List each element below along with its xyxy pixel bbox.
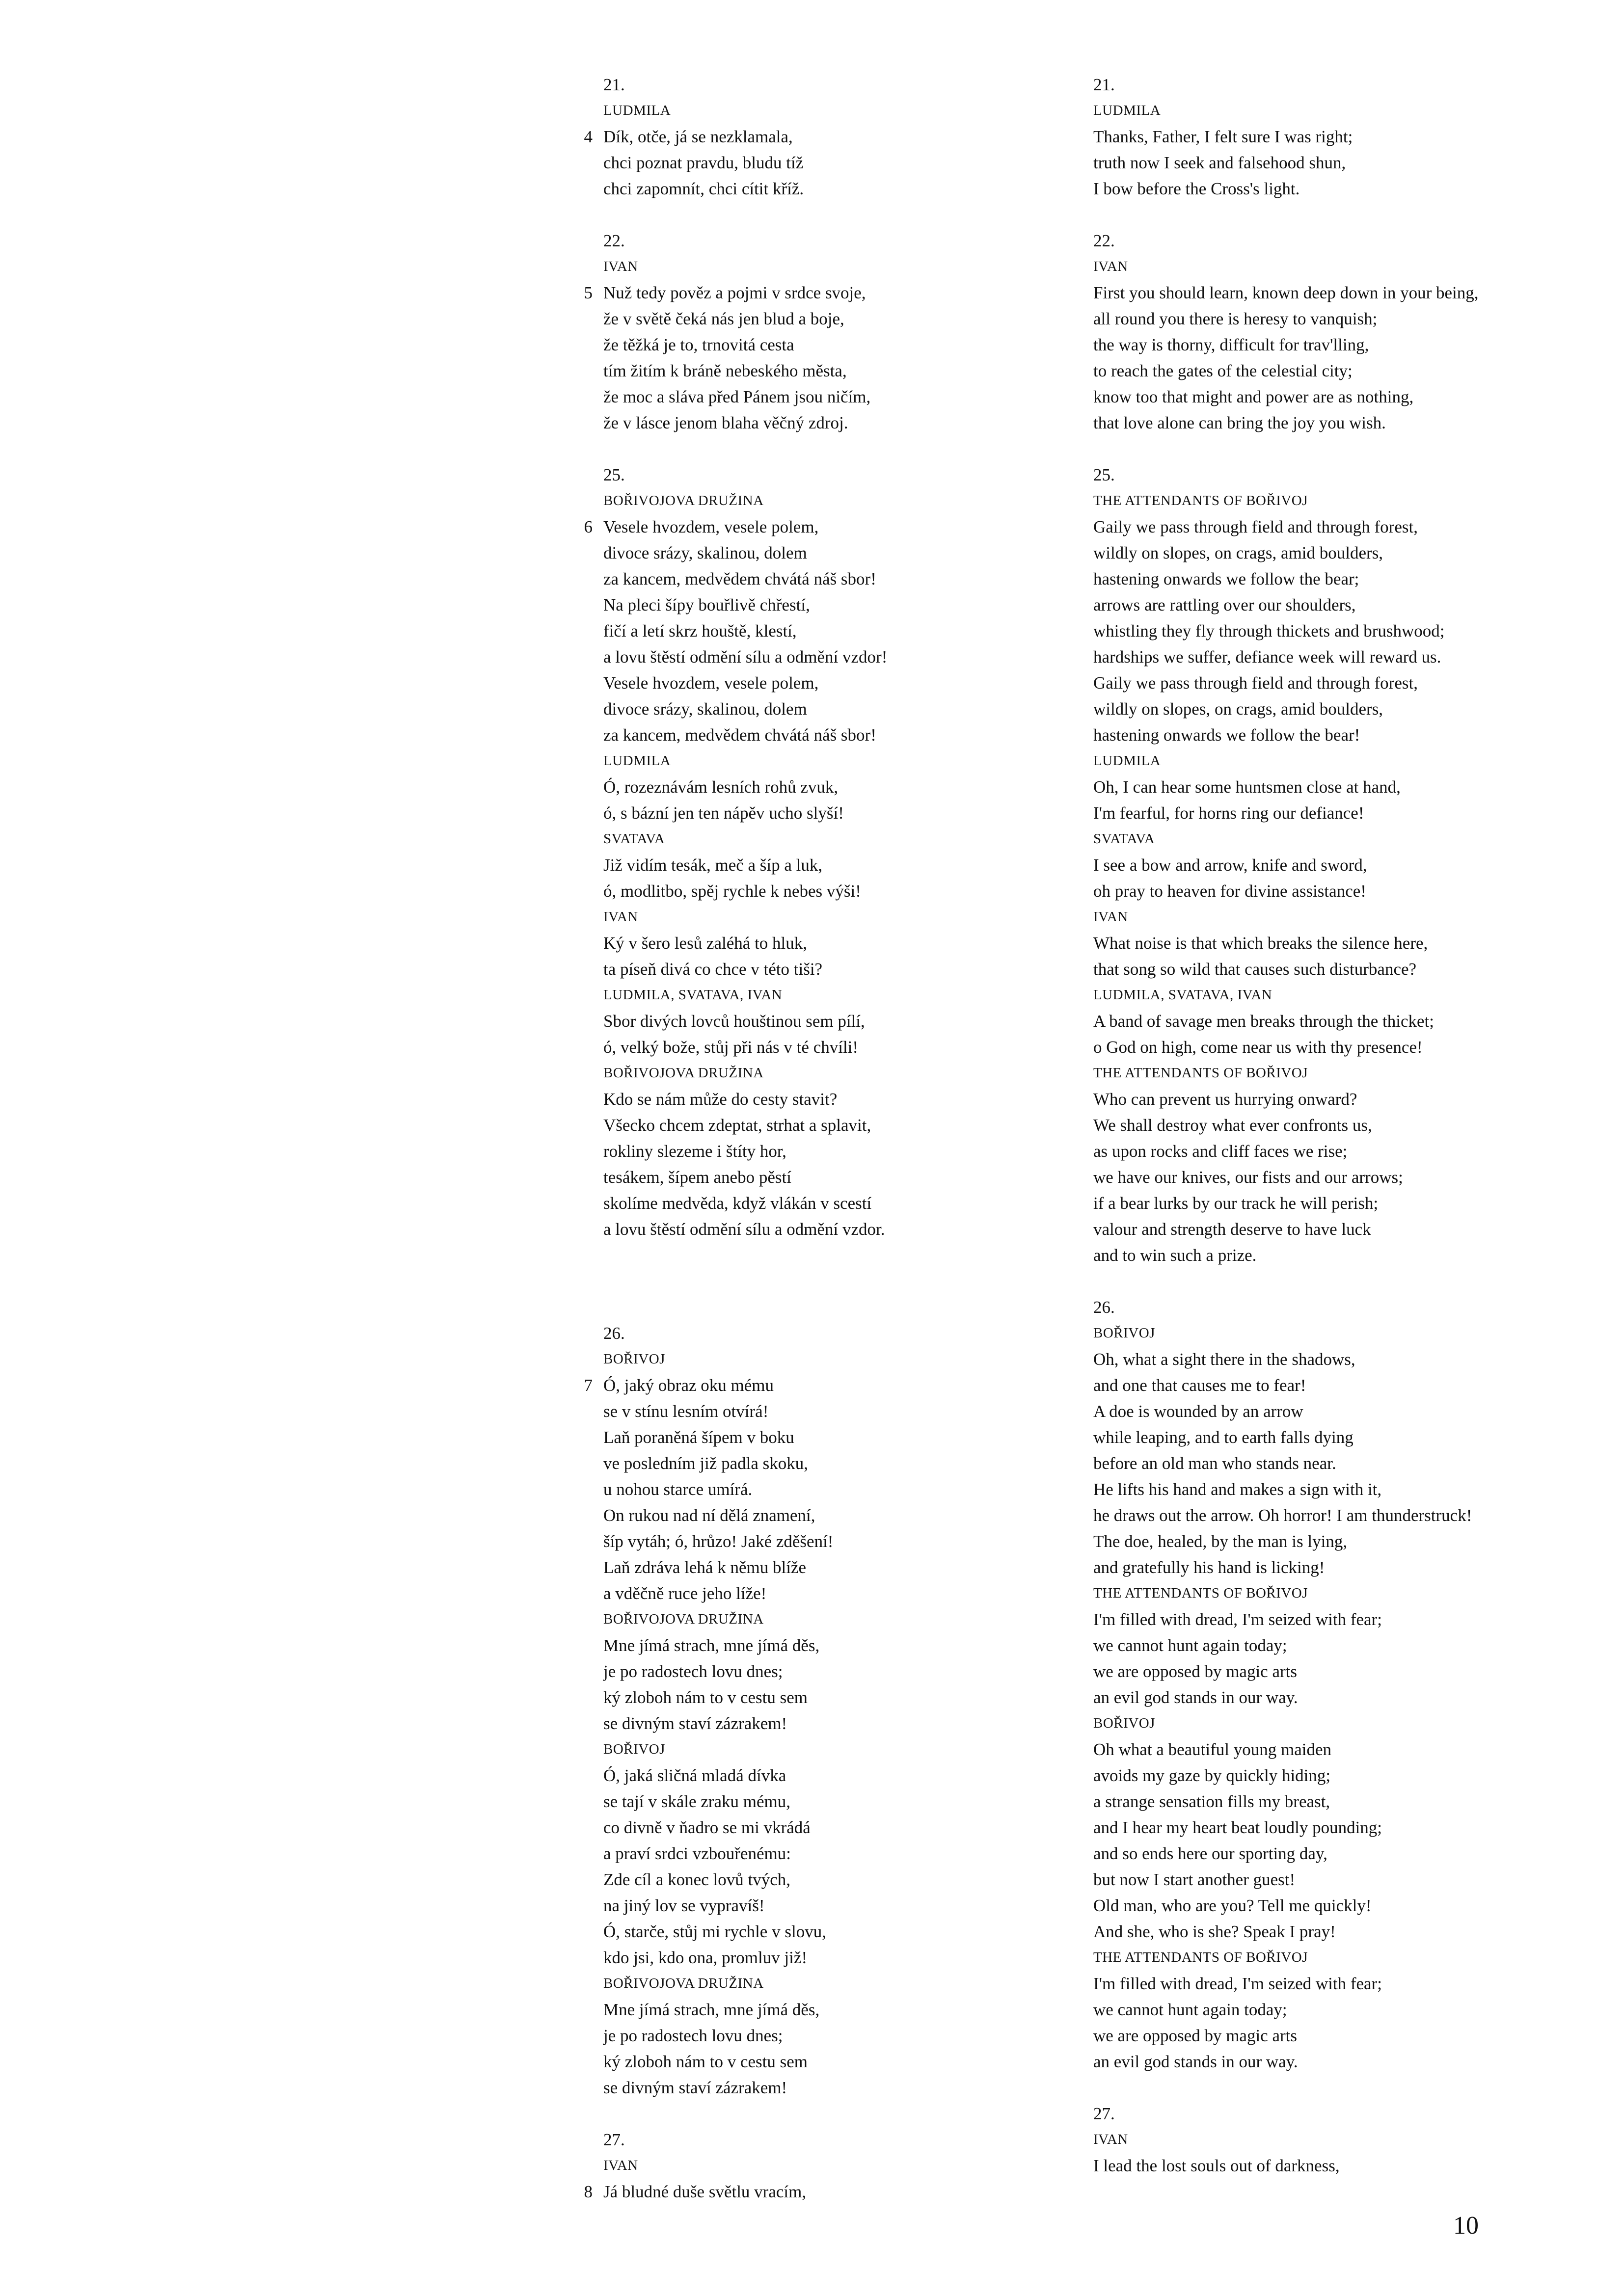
- speaker-name: BOŘIVOJOVA DRUŽINA: [603, 493, 764, 508]
- verse-line: a vděčně ruce jeho líže!: [603, 1584, 767, 1603]
- verse-line: A doe is wounded by an arrow: [1093, 1402, 1303, 1421]
- verse-line: Dík, otče, já se nezklamala,: [603, 127, 793, 146]
- verse-line: What noise is that which breaks the silence here,: [1093, 934, 1428, 953]
- verse-line: za kancem, medvědem chvátá náš sbor!: [603, 725, 876, 745]
- verse-line: že v lásce jenom blaha věčný zdroj.: [603, 413, 848, 432]
- verse-line: tím žitím k bráně nebeského města,: [603, 361, 847, 380]
- verse-line: A band of savage men breaks through the thicket;: [1093, 1012, 1434, 1031]
- czech-column: [584, 72, 1026, 2205]
- speaker-name: IVAN: [1093, 909, 1128, 925]
- verse-line: a strange sensation fills my breast,: [1093, 1792, 1330, 1811]
- verse-line: ta píseň divá co chce v této tiši?: [603, 960, 823, 979]
- speaker-name: IVAN: [603, 259, 638, 274]
- verse-line: skolíme medvěda, když vlákán v scestí: [603, 1194, 872, 1213]
- verse-line: and one that causes me to fear!: [1093, 1376, 1306, 1395]
- verse-line: Ó, rozeznávám lesních rohů zvuk,: [603, 777, 839, 797]
- verse-line: we are opposed by magic arts: [1093, 2026, 1297, 2045]
- verse-line: an evil god stands in our way.: [1093, 2052, 1298, 2071]
- section-number: 21.: [1093, 75, 1115, 94]
- verse-line: kdo jsi, kdo ona, promluv již!: [603, 1948, 808, 1967]
- verse-line: Nuž tedy pověz a pojmi v srdce svoje,: [603, 283, 866, 302]
- verse-line: an evil god stands in our way.: [1093, 1688, 1298, 1707]
- verse-line: ó, velký bože, stůj při nás v té chvíli!: [603, 1038, 859, 1057]
- speaker-name: IVAN: [603, 909, 638, 925]
- verse-line: hastening onwards we follow the bear;: [1093, 569, 1359, 588]
- section-number: 27.: [603, 2130, 625, 2149]
- verse-line: Laň zdráva lehá k němu blíže: [603, 1558, 806, 1577]
- section-czech: [584, 462, 1026, 1268]
- verse-line: Mne jímá strach, mne jímá děs,: [603, 2000, 820, 2019]
- verse-line: The doe, healed, by the man is lying,: [1093, 1532, 1348, 1551]
- verse-line: to reach the gates of the celestial city;: [1093, 361, 1353, 380]
- verse-line: divoce srázy, skalinou, dolem: [603, 699, 807, 719]
- verse-line: ký zloboh nám to v cestu sem: [603, 1688, 808, 1707]
- verse-line: divoce srázy, skalinou, dolem: [603, 543, 807, 562]
- verse-line: se v stínu lesním otvírá!: [603, 1402, 769, 1421]
- verse-line: [603, 1242, 1026, 1268]
- verse-line: Vesele hvozdem, vesele polem,: [603, 517, 819, 536]
- verse-line: se tají v skále zraku mému,: [603, 1792, 790, 1811]
- verse-line: wildly on slopes, on crags, amid boulders,: [1093, 699, 1383, 719]
- speaker-name: THE ATTENDANTS OF BOŘIVOJ: [1093, 1065, 1308, 1081]
- verse-line: hastening onwards we follow the bear!: [1093, 725, 1360, 745]
- page-number: 10: [1453, 2212, 1479, 2240]
- verse-line: a praví srdci vzbouřenému:: [603, 1844, 791, 1863]
- verse-line: we are opposed by magic arts: [1093, 1662, 1297, 1681]
- verse-line: I'm filled with dread, I'm seized with fear;: [1093, 1610, 1382, 1629]
- verse-line: Ó, jaký obraz oku mému: [603, 1376, 774, 1395]
- speaker-name: LUDMILA: [1093, 103, 1161, 118]
- verse-line: za kancem, medvědem chvátá náš sbor!: [603, 569, 876, 588]
- speaker-name: BOŘIVOJOVA DRUŽINA: [603, 1065, 764, 1081]
- speaker-name: THE ATTENDANTS OF BOŘIVOJ: [1093, 1949, 1308, 1965]
- verse-line: On rukou nad ní dělá znamení,: [603, 1506, 815, 1525]
- verse-line: all round you there is heresy to vanquish;: [1093, 309, 1378, 328]
- verse-line: I'm filled with dread, I'm seized with fear;: [1093, 1974, 1382, 1993]
- verse-line: co divně v ňadro se mi vkrádá: [603, 1818, 811, 1837]
- speaker-name: LUDMILA, SVATAVA, IVAN: [1093, 987, 1272, 1003]
- section-czech: [584, 228, 1026, 436]
- verse-line: I see a bow and arrow, knife and sword,: [1093, 855, 1367, 875]
- speaker-name: THE ATTENDANTS OF BOŘIVOJ: [1093, 493, 1308, 508]
- verse-line: Ký v šero lesů zaléhá to hluk,: [603, 934, 808, 953]
- verse-line: we cannot hunt again today;: [1093, 2000, 1287, 2019]
- verse-line: že v světě čeká nás jen blud a boje,: [603, 309, 844, 328]
- verse-line: We shall destroy what ever confronts us,: [1093, 1116, 1372, 1135]
- verse-line: u nohou starce umírá.: [603, 1480, 753, 1499]
- verse-line: je po radostech lovu dnes;: [603, 2026, 783, 2045]
- verse-line: tesákem, šípem anebo pěstí: [603, 1168, 791, 1187]
- verse-line: chci zapomnít, chci cítit kříž.: [603, 179, 804, 198]
- section-number: 22.: [603, 231, 625, 250]
- verse-line: we have our knives, our fists and our arrows;: [1093, 1168, 1403, 1187]
- speaker-name: IVAN: [603, 2158, 638, 2173]
- verse-line: truth now I seek and falsehood shun,: [1093, 153, 1346, 172]
- speaker-name: LUDMILA: [603, 753, 671, 769]
- track-number: 6: [584, 517, 593, 536]
- verse-line: hardships we suffer, defiance week will reward us.: [1093, 647, 1441, 667]
- verse-line: and so ends here our sporting day,: [1093, 1844, 1327, 1863]
- verse-line: but now I start another guest!: [1093, 1870, 1296, 1889]
- verse-line: oh pray to heaven for divine assistance!: [1093, 881, 1366, 901]
- verse-line: and to win such a prize.: [1093, 1246, 1257, 1265]
- verse-line: a lovu štěstí odmění sílu a odmění vzdor.: [603, 1220, 885, 1239]
- speaker-name: LUDMILA: [603, 103, 671, 118]
- verse-line: know too that might and power are as nothing,: [1093, 387, 1414, 406]
- verse-line: ó, modlitbo, spěj rychle k nebes výši!: [603, 881, 861, 901]
- verse-line: Kdo se nám může do cesty stavit?: [603, 1090, 838, 1109]
- verse-line: avoids my gaze by quickly hiding;: [1093, 1766, 1331, 1785]
- speaker-name: BOŘIVOJOVA DRUŽINA: [603, 1976, 764, 1991]
- section-czech: [584, 72, 1026, 202]
- verse-line: Laň poraněná šípem v boku: [603, 1428, 794, 1447]
- verse-line: I'm fearful, for horns ring our defiance!: [1093, 803, 1364, 823]
- verse-line: Všecko chcem zdeptat, strhat a splavit,: [603, 1116, 871, 1135]
- section-number: 21.: [603, 75, 625, 94]
- verse-line: the way is thorny, difficult for trav'lling,: [1093, 335, 1369, 354]
- verse-line: chci poznat pravdu, bludu tíž: [603, 153, 804, 172]
- section-number: 22.: [1093, 231, 1115, 250]
- verse-line: Oh what a beautiful young maiden: [1093, 1740, 1332, 1759]
- verse-line: Ó, jaká sličná mladá dívka: [603, 1766, 786, 1785]
- track-number: 4: [584, 127, 593, 146]
- section-english: [1093, 228, 1614, 436]
- verse-line: I bow before the Cross's light.: [1093, 179, 1300, 198]
- verse-line: he draws out the arrow. Oh horror! I am thunderstruck!: [1093, 1506, 1472, 1525]
- verse-line: valour and strength deserve to have luck: [1093, 1220, 1371, 1239]
- verse-line: o God on high, come near us with thy presence!: [1093, 1038, 1423, 1057]
- verse-line: Já bludné duše světlu vracím,: [603, 2182, 807, 2201]
- verse-line: Oh, what a sight there in the shadows,: [1093, 1350, 1355, 1369]
- verse-line: Ó, starče, stůj mi rychle v slovu,: [603, 1922, 826, 1941]
- speaker-name: BOŘIVOJ: [603, 1351, 665, 1367]
- verse-line: Již vidím tesák, meč a šíp a luk,: [603, 855, 823, 875]
- section-number: 27.: [1093, 2104, 1115, 2123]
- verse-line: that love alone can bring the joy you wish.: [1093, 413, 1386, 432]
- verse-line: First you should learn, known deep down in your being,: [1093, 283, 1479, 302]
- verse-line: se divným staví zázrakem!: [603, 2078, 787, 2097]
- verse-line: Gaily we pass through field and through forest,: [1093, 673, 1418, 693]
- speaker-name: IVAN: [1093, 259, 1128, 274]
- verse-line: arrows are rattling over our shoulders,: [1093, 595, 1356, 614]
- speaker-name: SVATAVA: [603, 831, 665, 847]
- verse-line: And she, who is she? Speak I pray!: [1093, 1922, 1336, 1941]
- speaker-name: BOŘIVOJ: [1093, 1715, 1155, 1731]
- speaker-name: LUDMILA: [1093, 753, 1161, 769]
- verse-line: Who can prevent us hurrying onward?: [1093, 1090, 1357, 1109]
- section-number: 25.: [603, 465, 625, 484]
- section-czech: [584, 2127, 1026, 2205]
- section-english: [1093, 1294, 1614, 2075]
- verse-line: Gaily we pass through field and through forest,: [1093, 517, 1418, 536]
- section-english: [1093, 462, 1614, 1268]
- section-czech: [584, 1320, 1026, 2101]
- speaker-name: BOŘIVOJOVA DRUŽINA: [603, 1611, 764, 1627]
- verse-line: Oh, I can hear some huntsmen close at hand,: [1093, 777, 1401, 797]
- verse-line: na jiný lov se vypravíš!: [603, 1896, 765, 1915]
- speaker-name: BOŘIVOJ: [603, 1741, 665, 1757]
- section-number: 25.: [1093, 465, 1115, 484]
- verse-line: Na pleci šípy bouřlivě chřestí,: [603, 595, 810, 614]
- verse-line: ve posledním již padla skoku,: [603, 1454, 809, 1473]
- verse-line: ó, s bázní jen ten nápěv ucho slyší!: [603, 803, 844, 823]
- verse-line: whistling they fly through thickets and brushwood;: [1093, 621, 1445, 641]
- verse-line: while leaping, and to earth falls dying: [1093, 1428, 1353, 1447]
- section-english: [1093, 72, 1614, 202]
- track-number: 7: [584, 1376, 593, 1395]
- verse-line: že moc a sláva před Pánem jsou ničím,: [603, 387, 871, 406]
- verse-line: se divným staví zázrakem!: [603, 1714, 787, 1733]
- verse-line: že těžká je to, trnovitá cesta: [603, 335, 794, 354]
- track-number: 8: [584, 2182, 593, 2201]
- verse-line: and I hear my heart beat loudly pounding;: [1093, 1818, 1382, 1837]
- speaker-name: THE ATTENDANTS OF BOŘIVOJ: [1093, 1585, 1308, 1601]
- verse-line: that song so wild that causes such disturbance?: [1093, 960, 1417, 979]
- verse-line: Old man, who are you? Tell me quickly!: [1093, 1896, 1372, 1915]
- track-number: 5: [584, 283, 593, 302]
- section-english: [1093, 2101, 1614, 2179]
- speaker-name: SVATAVA: [1093, 831, 1155, 847]
- verse-line: Mne jímá strach, mne jímá děs,: [603, 1636, 820, 1655]
- section-number: 26.: [603, 1324, 625, 1343]
- verse-line: rokliny slezeme i štíty hor,: [603, 1142, 786, 1161]
- verse-line: je po radostech lovu dnes;: [603, 1662, 783, 1681]
- verse-line: He lifts his hand and makes a sign with it,: [1093, 1480, 1382, 1499]
- verse-line: I lead the lost souls out of darkness,: [1093, 2156, 1340, 2175]
- section-number: 26.: [1093, 1298, 1115, 1317]
- verse-line: we cannot hunt again today;: [1093, 1636, 1287, 1655]
- verse-line: fičí a letí skrz houště, klestí,: [603, 621, 797, 641]
- verse-line: Thanks, Father, I felt sure I was right;: [1093, 127, 1353, 146]
- verse-line: a lovu štěstí odmění sílu a odmění vzdor!: [603, 647, 888, 667]
- verse-line: and gratefully his hand is licking!: [1093, 1558, 1325, 1577]
- verse-line: ký zloboh nám to v cestu sem: [603, 2052, 808, 2071]
- verse-line: as upon rocks and cliff faces we rise;: [1093, 1142, 1348, 1161]
- verse-line: šíp vytáh; ó, hrůzo! Jaké zděšení!: [603, 1532, 834, 1551]
- speaker-name: LUDMILA, SVATAVA, IVAN: [603, 987, 783, 1003]
- verse-line: before an old man who stands near.: [1093, 1454, 1336, 1473]
- verse-line: Sbor divých lovců houštinou sem pílí,: [603, 1012, 865, 1031]
- english-column: [1093, 72, 1614, 2179]
- verse-line: Zde cíl a konec lovů tvých,: [603, 1870, 790, 1889]
- speaker-name: IVAN: [1093, 2132, 1128, 2147]
- speaker-name: BOŘIVOJ: [1093, 1325, 1155, 1341]
- verse-line: if a bear lurks by our track he will perish;: [1093, 1194, 1379, 1213]
- verse-line: wildly on slopes, on crags, amid boulders,: [1093, 543, 1383, 562]
- verse-line: Vesele hvozdem, vesele polem,: [603, 673, 819, 693]
